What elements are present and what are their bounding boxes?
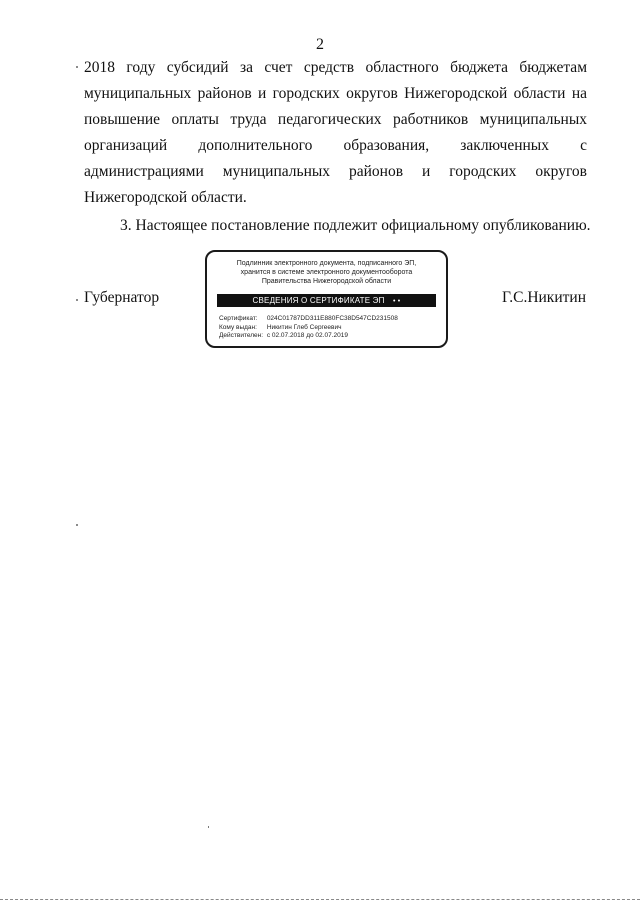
signature-name: Г.С.Никитин — [502, 289, 586, 306]
body-line: Нижегородской области. — [84, 189, 247, 206]
stamp-certificate-label: Сертификат: — [219, 315, 258, 322]
stamp-validity-value: с 02.07.2018 до 02.07.2019 — [266, 332, 348, 339]
body-line: организаций дополнительного образования, заключенных с — [84, 137, 587, 154]
stamp-issued-to-row — [219, 324, 398, 333]
stamp-header-line: хранится в системе электронного документооборота — [240, 269, 413, 276]
stamp-validity-row — [219, 332, 398, 341]
stamp-issued-to-label: Кому выдан: — [219, 323, 257, 331]
body-line: администрациями муниципальных районов и городских округов — [84, 163, 587, 180]
scan-bottom-edge — [0, 899, 640, 900]
scan-speck — [208, 826, 209, 828]
signature-title: Губернатор — [84, 289, 160, 306]
stamp-details — [219, 315, 398, 341]
scan-speck — [76, 66, 78, 68]
publication-line: 3. Настоящее постановление подлежит официальному опубликованию. — [120, 217, 591, 234]
electronic-signature-stamp — [205, 250, 448, 348]
scan-speck — [76, 299, 78, 301]
stamp-issued-to-value: Никитин Глеб Сергеевич — [266, 323, 342, 331]
stamp-header — [207, 259, 446, 286]
body-line: повышение оплаты труда педагогических работников муниципальных — [84, 111, 587, 128]
publication-paragraph — [84, 213, 591, 239]
stamp-validity-label: Действителен: — [219, 332, 264, 339]
stamp-header-line: Подлинник электронного документа, подписанного ЭП, — [236, 260, 417, 267]
stamp-header-line: Правительства Нижегородской области — [261, 278, 392, 285]
stamp-certificate-row — [219, 315, 398, 324]
body-paragraph — [84, 55, 587, 211]
stamp-bar-dots: • • — [393, 298, 401, 305]
body-line: 2018 году субсидий за счет средств областного бюджета бюджетам — [84, 59, 587, 76]
body-line: муниципальных районов и городских округов Нижегородской области на — [84, 85, 587, 102]
stamp-bar-label: СВЕДЕНИЯ О СЕРТИФИКАТЕ ЭП — [252, 296, 385, 305]
page-number: 2 — [316, 36, 324, 53]
stamp-certificate-value: 024C01787DD311E880FC38D547CD231508 — [266, 315, 398, 322]
stamp-certificate-bar — [217, 294, 436, 307]
scan-speck — [76, 524, 78, 526]
